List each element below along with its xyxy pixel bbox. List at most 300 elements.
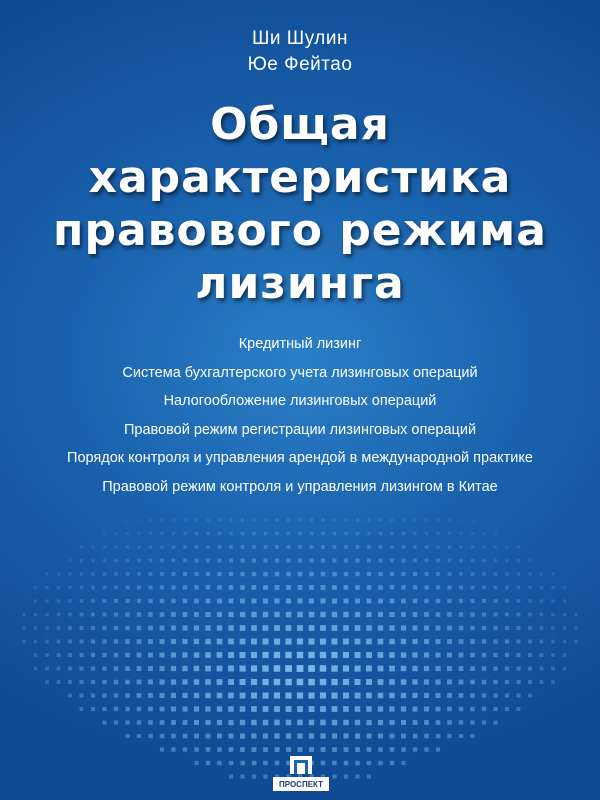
pattern-dot: [402, 532, 405, 535]
pattern-dot: [229, 518, 232, 521]
pattern-dot: [80, 599, 84, 603]
title-line: лизинга: [195, 258, 405, 309]
pattern-dot: [149, 559, 153, 563]
pattern-dot: [68, 694, 72, 698]
pattern-dot: [251, 720, 256, 725]
pattern-dot: [367, 774, 371, 778]
pattern-dot: [425, 518, 428, 521]
pattern-dot: [171, 734, 176, 739]
pattern-dot: [447, 707, 452, 712]
pattern-dot: [470, 680, 475, 685]
pattern-dot: [470, 707, 475, 712]
pattern-dot: [80, 707, 84, 711]
pattern-dot: [343, 612, 348, 617]
pattern-dot: [389, 706, 394, 711]
pattern-dot: [57, 680, 61, 684]
pattern-dot: [91, 666, 95, 670]
topic-item: Система бухгалтерского учета лизинговых операций: [122, 364, 478, 381]
pattern-dot: [401, 585, 405, 589]
pattern-dot: [447, 680, 452, 685]
pattern-dot: [390, 761, 394, 765]
pattern-dot: [332, 774, 336, 778]
pattern-dot: [321, 585, 326, 590]
pattern-dot: [413, 518, 416, 521]
pattern-dot: [563, 667, 567, 671]
pattern-dot: [171, 679, 176, 684]
pattern-dot: [217, 639, 223, 645]
pattern-dot: [470, 693, 475, 698]
pattern-dot: [34, 626, 37, 629]
pattern-dot: [332, 639, 338, 645]
pattern-dot: [355, 652, 361, 658]
pattern-dot: [206, 720, 211, 725]
pattern-dot: [217, 747, 222, 752]
pattern-dot: [114, 559, 117, 562]
pattern-dot: [45, 599, 48, 602]
pattern-dot: [344, 518, 347, 521]
pattern-dot: [482, 639, 486, 643]
pattern-dot: [401, 666, 407, 672]
pattern-dot: [436, 653, 441, 658]
pattern-dot: [332, 612, 337, 617]
pattern-dot: [240, 612, 245, 617]
pattern-dot: [470, 653, 475, 658]
pattern-dot: [80, 640, 84, 644]
pattern-dot: [206, 572, 210, 576]
pattern-dot: [217, 612, 222, 617]
pattern-dot: [80, 667, 84, 671]
pattern-dot: [482, 680, 487, 685]
pattern-dot: [563, 640, 566, 643]
pattern-dot: [447, 639, 452, 644]
pattern-dot: [240, 639, 246, 645]
pattern-dot: [80, 572, 83, 575]
pattern-dot: [183, 747, 187, 751]
pattern-dot: [424, 599, 429, 604]
pattern-dot: [262, 679, 268, 685]
pattern-dot: [114, 680, 119, 685]
pattern-dot: [68, 667, 72, 671]
pattern-dot: [57, 586, 60, 589]
pattern-dot: [355, 679, 361, 685]
pattern-dot: [517, 599, 521, 603]
pattern-dot: [390, 720, 395, 725]
pattern-dot: [505, 653, 509, 657]
pattern-dot: [528, 572, 531, 575]
pattern-dot: [137, 586, 141, 590]
pattern-dot: [137, 599, 141, 603]
pattern-dot: [459, 586, 463, 590]
pattern-dot: [401, 652, 407, 658]
pattern-dot: [137, 666, 142, 671]
pattern-dot: [320, 612, 325, 617]
pattern-dot: [251, 612, 256, 617]
pattern-dot: [251, 693, 257, 699]
pattern-dot: [298, 572, 303, 577]
pattern-dot: [251, 652, 257, 658]
pattern-dot: [355, 693, 361, 699]
pattern-dot: [505, 572, 508, 575]
pattern-dot: [424, 679, 429, 684]
pattern-dot: [251, 639, 257, 645]
pattern-dot: [412, 639, 417, 644]
pattern-dot: [274, 665, 281, 672]
pattern-dot: [436, 693, 441, 698]
pattern-dot: [194, 693, 199, 698]
pattern-dot: [274, 679, 280, 685]
pattern-dot: [206, 532, 209, 535]
pattern-dot: [343, 639, 349, 645]
pattern-dot: [205, 652, 211, 658]
pattern-dot: [332, 585, 337, 590]
pattern-dot: [148, 666, 153, 671]
pattern-dot: [80, 559, 83, 562]
pattern-dot: [183, 545, 187, 549]
pattern-dot: [149, 586, 153, 590]
pattern-dot: [355, 599, 360, 604]
pattern-dot: [517, 559, 520, 562]
pattern-dot: [367, 559, 371, 563]
pattern-dot: [298, 747, 303, 752]
pattern-dot: [182, 693, 187, 698]
pattern-dot: [218, 559, 222, 563]
pattern-dot: [436, 572, 440, 576]
pattern-dot: [309, 612, 315, 618]
pattern-dot: [308, 692, 314, 698]
pattern-dot: [194, 666, 200, 672]
pattern-dot: [251, 665, 257, 671]
pattern-dot: [80, 653, 84, 657]
pattern-dot: [228, 679, 234, 685]
pattern-dot: [228, 612, 233, 617]
pattern-dot: [563, 653, 567, 657]
pattern-dot: [126, 572, 130, 576]
pattern-dot: [274, 612, 279, 617]
pattern-dot: [471, 572, 475, 576]
pattern-dot: [367, 545, 371, 549]
pattern-dot: [309, 733, 314, 738]
pattern-dot: [320, 665, 327, 672]
pattern-dot: [160, 720, 165, 725]
pattern-dot: [125, 612, 129, 616]
pattern-dot: [413, 599, 418, 604]
pattern-dot: [401, 693, 406, 698]
pattern-dot: [471, 599, 475, 603]
pattern-dot: [137, 518, 140, 521]
pattern-dot: [286, 598, 291, 603]
pattern-dot: [482, 707, 486, 711]
pattern-dot: [517, 653, 521, 657]
pattern-dot: [125, 680, 130, 685]
pattern-dot: [390, 612, 395, 617]
pattern-dot: [471, 586, 475, 590]
pattern-dot: [263, 612, 268, 617]
pattern-dot: [401, 599, 406, 604]
pattern-dot: [343, 625, 349, 631]
pattern-dot: [229, 585, 234, 590]
pattern-dot: [275, 747, 280, 752]
pattern-dot: [308, 638, 314, 644]
pattern-dot: [172, 545, 176, 549]
pattern-dot: [551, 586, 554, 589]
pattern-dot: [367, 599, 372, 604]
pattern-dot: [171, 666, 176, 671]
pattern-dot: [252, 545, 256, 549]
pattern-dot: [263, 693, 269, 699]
pattern-dot: [424, 626, 429, 631]
pattern-dot: [505, 626, 509, 630]
pattern-dot: [160, 545, 163, 548]
pattern-dot: [320, 706, 326, 712]
pattern-dot: [172, 532, 175, 535]
pattern-dot: [91, 680, 95, 684]
pattern-dot: [331, 679, 337, 685]
pattern-dot: [68, 586, 71, 589]
pattern-dot: [183, 707, 188, 712]
pattern-dot: [263, 572, 268, 577]
pattern-dot: [251, 625, 257, 631]
pattern-dot: [355, 734, 360, 739]
pattern-dot: [436, 707, 441, 712]
pattern-dot: [390, 518, 393, 521]
pattern-dot: [45, 586, 48, 589]
pattern-dot: [528, 599, 532, 603]
pattern-dot: [459, 707, 464, 712]
pattern-dot: [263, 761, 268, 766]
pattern-dot: [459, 734, 463, 738]
pattern-dot: [195, 518, 198, 521]
pattern-dot: [402, 545, 406, 549]
pattern-dot: [137, 734, 141, 738]
pattern-dot: [217, 679, 223, 685]
pattern-dot: [103, 545, 106, 548]
pattern-dot: [424, 585, 428, 589]
pattern-dot: [91, 653, 95, 657]
pattern-dot: [482, 545, 485, 548]
pattern-dot: [413, 707, 418, 712]
pattern-dot: [413, 612, 418, 617]
pattern-dot: [228, 720, 233, 725]
pattern-dot: [505, 599, 509, 603]
pattern-dot: [194, 652, 200, 658]
pattern-dot: [309, 558, 313, 562]
pattern-dot: [344, 747, 349, 752]
pattern-dot: [149, 572, 153, 576]
pattern-dot: [355, 747, 360, 752]
pattern-dot: [102, 680, 106, 684]
pattern-dot: [332, 572, 337, 577]
pattern-dot: [137, 693, 142, 698]
pattern-dot: [274, 692, 280, 698]
pattern-dot: [252, 747, 257, 752]
pattern-dot: [436, 734, 441, 739]
pattern-dot: [80, 545, 83, 548]
pattern-dot: [356, 518, 359, 521]
pattern-dot: [436, 639, 441, 644]
pattern-dot: [22, 626, 25, 629]
topic-item: Порядок контроля и управления арендой в международной практике: [67, 450, 533, 466]
pattern-dot: [366, 612, 371, 617]
pattern-dot: [274, 720, 280, 726]
pattern-dot: [137, 545, 140, 548]
pattern-dot: [517, 707, 521, 711]
pattern-dot: [320, 639, 326, 645]
topic-item: Правовой режим контроля и управления лизингом в Китае: [102, 478, 498, 495]
pattern-dot: [320, 692, 326, 698]
pattern-dot: [149, 518, 152, 521]
pattern-dot: [344, 761, 349, 766]
pattern-dot: [263, 639, 269, 645]
pattern-dot: [148, 626, 153, 631]
pattern-dot: [80, 680, 84, 684]
pattern-dot: [125, 734, 129, 738]
pattern-dot: [263, 585, 268, 590]
pattern-dot: [505, 680, 509, 684]
pattern-dot: [401, 761, 405, 765]
pattern-dot: [540, 626, 544, 630]
pattern-dot: [366, 706, 372, 712]
pattern-dot: [412, 666, 417, 671]
pattern-dot: [114, 572, 118, 576]
pattern-dot: [390, 572, 394, 576]
pattern-dot: [285, 692, 291, 698]
pattern-dot: [240, 666, 246, 672]
pattern-dot: [356, 559, 360, 563]
pattern-dot: [286, 612, 292, 618]
pattern-dot: [240, 599, 245, 604]
pattern-dot: [551, 667, 555, 671]
pattern-dot: [333, 532, 337, 536]
pattern-dot: [447, 734, 451, 738]
pattern-dot: [389, 679, 395, 685]
pattern-dot: [229, 774, 233, 778]
pattern-dot: [378, 599, 383, 604]
pattern-dot: [45, 653, 49, 657]
pattern-dot: [160, 612, 165, 617]
pattern-dot: [551, 572, 554, 575]
pattern-dot: [505, 545, 508, 548]
pattern-dot: [251, 733, 256, 738]
pattern-dot: [505, 666, 509, 670]
pattern-dot: [333, 545, 337, 549]
pattern-dot: [126, 532, 129, 535]
pattern-dot: [183, 532, 186, 535]
pattern-dot: [459, 666, 464, 671]
pattern-dot: [286, 558, 290, 562]
pattern-dot: [240, 747, 245, 752]
pattern-dot: [459, 639, 464, 644]
pattern-dot: [252, 585, 257, 590]
pattern-dot: [125, 626, 129, 630]
pattern-dot: [137, 680, 142, 685]
pattern-dot: [459, 612, 463, 616]
pattern-dot: [205, 679, 211, 685]
pattern-dot: [240, 572, 244, 576]
pattern-dot: [551, 613, 554, 616]
pattern-dot: [252, 774, 256, 778]
pattern-dot: [126, 545, 129, 548]
pattern-dot: [114, 586, 118, 590]
pattern-dot: [459, 532, 462, 535]
pattern-dot: [287, 532, 291, 536]
pattern-dot: [274, 652, 280, 658]
pattern-dot: [91, 545, 94, 548]
pattern-dot: [425, 532, 428, 535]
pattern-dot: [91, 586, 95, 590]
pattern-dot: [482, 720, 486, 724]
pattern-dot: [149, 545, 152, 548]
pattern-dot: [343, 665, 349, 671]
pattern-dot: [103, 721, 107, 725]
pattern-dot: [228, 706, 234, 712]
pattern-dot: [205, 666, 211, 672]
pattern-dot: [183, 585, 187, 589]
pattern-dot: [389, 666, 395, 672]
pattern-dot: [366, 639, 372, 645]
pattern-dot: [494, 545, 497, 548]
pattern-dot: [447, 666, 452, 671]
pattern-dot: [285, 638, 291, 644]
pattern-dot: [320, 652, 326, 658]
pattern-dot: [482, 653, 487, 658]
pattern-dot: [505, 586, 509, 590]
pattern-dot: [494, 572, 498, 576]
pattern-dot: [448, 532, 451, 535]
pattern-dot: [517, 545, 520, 548]
pattern-dot: [436, 720, 441, 725]
book-title: [0, 98, 600, 310]
pattern-dot: [366, 625, 372, 631]
pattern-dot: [320, 679, 326, 685]
pattern-dot: [217, 706, 222, 711]
pattern-dot: [264, 518, 267, 521]
pattern-dot: [137, 559, 141, 563]
decorative-dot-grid-icon: [0, 500, 600, 800]
pattern-dot: [183, 572, 187, 576]
pattern-dot: [505, 693, 509, 697]
pattern-dot: [286, 625, 292, 631]
pattern-dot: [482, 626, 486, 630]
pattern-dot: [355, 625, 361, 631]
pattern-dot: [470, 612, 474, 616]
pattern-dot: [297, 665, 304, 672]
pattern-dot: [172, 559, 176, 563]
pattern-dot: [366, 666, 372, 672]
pattern-dot: [517, 667, 521, 671]
pattern-dot: [275, 518, 278, 521]
pattern-dot: [309, 706, 315, 712]
pattern-dot: [413, 572, 417, 576]
title-line: правового режима: [53, 205, 547, 256]
pattern-dot: [252, 558, 256, 562]
pattern-dot: [68, 613, 72, 617]
pattern-dot: [102, 666, 106, 670]
pattern-dot: [401, 734, 406, 739]
pattern-dot: [448, 559, 452, 563]
pattern-dot: [160, 666, 165, 671]
pattern-dot: [206, 545, 210, 549]
pattern-dot: [205, 639, 211, 645]
pattern-dot: [356, 532, 359, 535]
pattern-dot: [206, 599, 211, 604]
pattern-dot: [343, 706, 349, 712]
pattern-dot: [91, 613, 95, 617]
pattern-dot: [309, 585, 314, 590]
pattern-dot: [540, 680, 544, 684]
pattern-dot: [401, 747, 406, 752]
pattern-dot: [125, 693, 130, 698]
pattern-dot: [217, 625, 222, 630]
